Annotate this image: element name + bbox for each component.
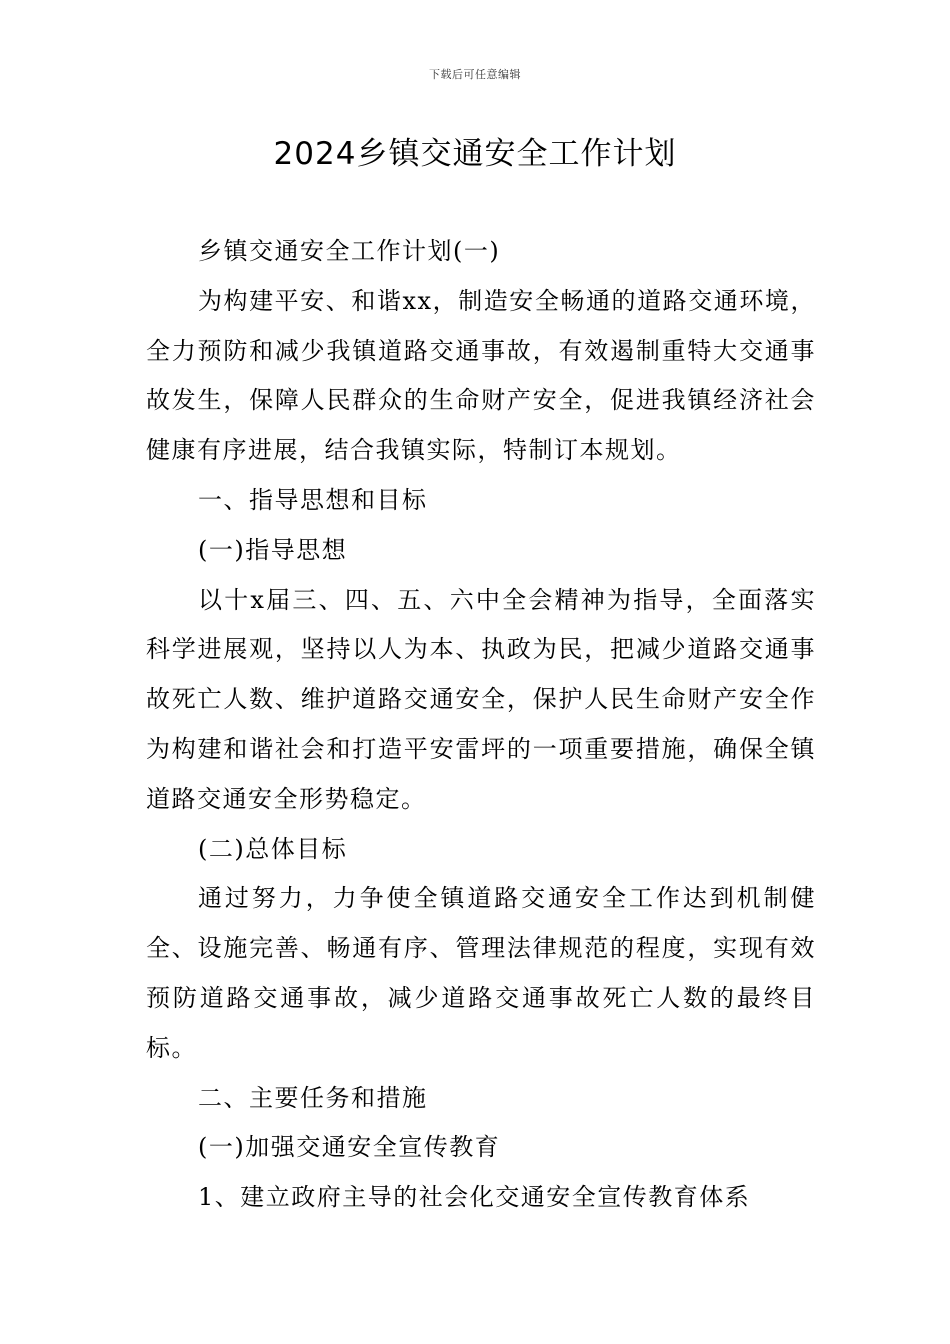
subsection-heading-1-1: (一)指导思想 (198, 535, 348, 564)
list-item-1: 1、建立政府主导的社会化交通安全宣传教育体系 (198, 1183, 751, 1212)
subsection-heading-1-2: (二)总体目标 (198, 834, 348, 863)
paragraph-intro: 为构建平安、和谐xx，制造安全畅通的道路交通环境，全力预防和减少我镇道路交通事故，有效遏制重特大交通事故发生，保障人民群众的生命财产安全，促进我镇经济社会健康有序进展，结合我镇实际，特制订本规划。 (146, 286, 816, 465)
paragraph-subtitle: 乡镇交通安全工作计划(一) (198, 237, 501, 265)
section-heading-1: 一、指导思想和目标 (198, 485, 428, 514)
header-note: 下载后可任意编辑 (429, 68, 521, 81)
subsection-heading-2-1: (一)加强交通安全宣传教育 (198, 1133, 501, 1162)
document-body (146, 227, 816, 1223)
paragraph-overall-goal: 通过努力，力争使全镇道路交通安全工作达到机制健全、设施完善、畅通有序、管理法律规范的程度，实现有效预防道路交通事故，减少道路交通事故死亡人数的最终目标。 (146, 884, 816, 1062)
section-heading-2: 二、主要任务和措施 (198, 1083, 428, 1112)
paragraph-guiding-thought: 以十x届三、四、五、六中全会精神为指导，全面落实科学进展观，坚持以人为本、执政为民，把减少道路交通事故死亡人数、维护道路交通安全，保护人民生命财产安全作为构建和谐社会和打造平安雷坪的一项重要措施，确保全镇道路交通安全形势稳定。 (146, 585, 816, 813)
document-title: 2024乡镇交通安全工作计划 (273, 136, 677, 172)
